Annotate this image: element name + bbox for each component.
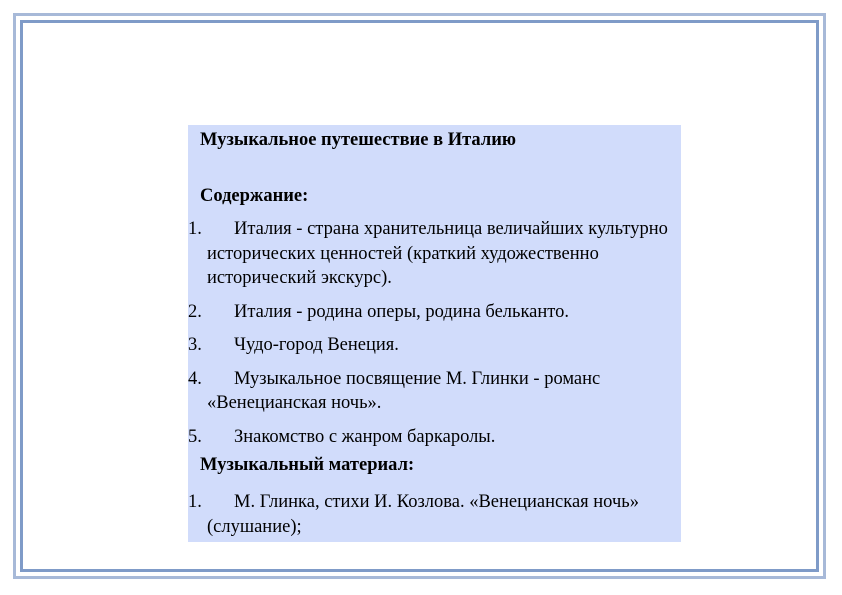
list-item-text: Италия - родина оперы, родина бельканто. bbox=[234, 301, 570, 322]
list-item-number: 5. bbox=[188, 426, 202, 447]
content-heading-text: Содержание: bbox=[200, 186, 309, 206]
material-heading-text: Музыкальный материал: bbox=[200, 455, 415, 475]
content-list-item bbox=[188, 361, 681, 419]
section-title bbox=[188, 125, 681, 185]
content-list-item bbox=[188, 294, 681, 328]
content-heading bbox=[188, 185, 681, 213]
material-list-item bbox=[188, 484, 681, 542]
list-item-text: Музыкальное посвящение М. Глинки - романс «Венецианская ночь». bbox=[207, 368, 601, 413]
list-item-number: 2. bbox=[188, 301, 202, 322]
list-item-text: М. Глинка, стихи И. Козлова. «Венецианская ночь» (слушание); bbox=[207, 492, 639, 537]
text-content bbox=[188, 125, 681, 542]
list-item-number: 1. bbox=[188, 492, 202, 512]
content-list-item bbox=[188, 327, 681, 361]
list-item-text: Италия - страна хранительница величайших культурно исторических ценностей (краткий художественно исторический экскурс). bbox=[207, 219, 668, 288]
list-item-number: 1. bbox=[188, 219, 202, 239]
content-list-item bbox=[188, 213, 681, 294]
list-item-text: Чудо-город Венеция. bbox=[234, 335, 399, 355]
material-heading bbox=[188, 452, 681, 484]
section-title-text: Музыкальное путешествие в Италию bbox=[200, 130, 516, 150]
list-item-number: 3. bbox=[188, 335, 202, 355]
list-item-number: 4. bbox=[188, 368, 202, 389]
list-item-text: Знакомство с жанром баркаролы. bbox=[234, 426, 496, 447]
content-list-item bbox=[188, 419, 681, 453]
